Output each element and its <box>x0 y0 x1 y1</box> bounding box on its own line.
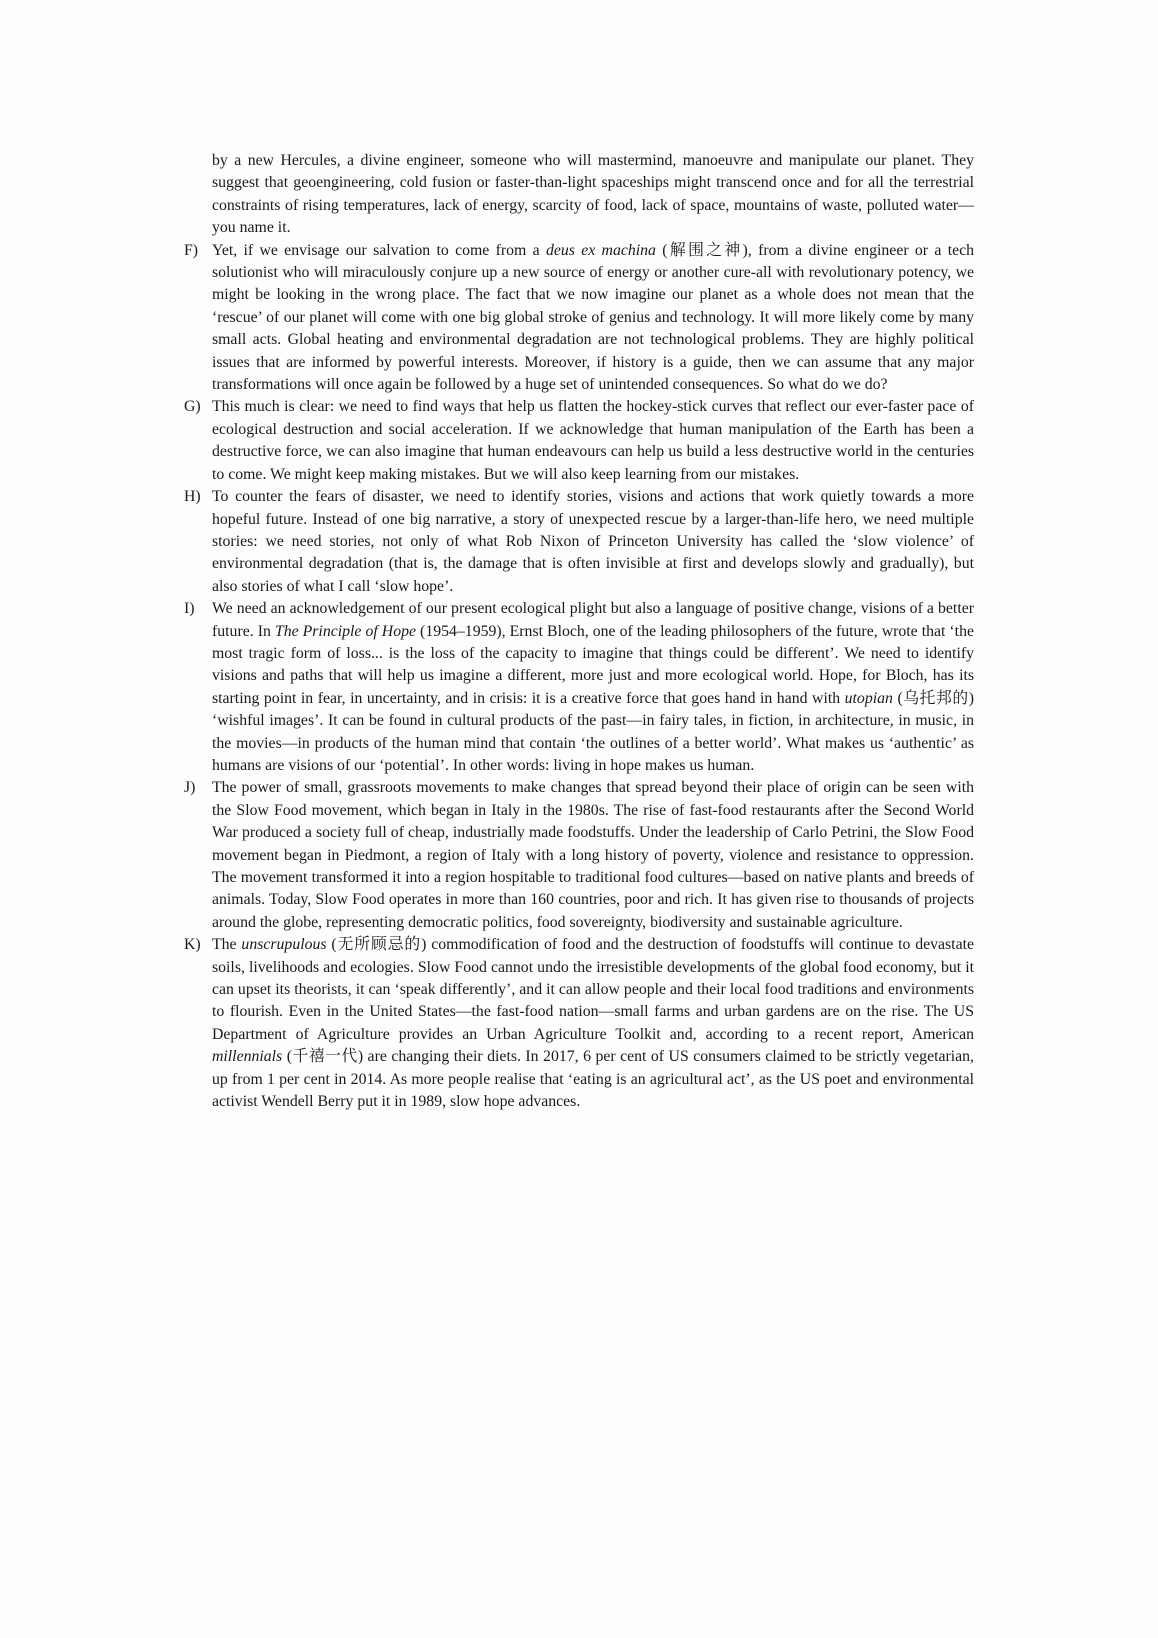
text-segment: To counter the fears of disaster, we need to identify stories, visions and actions that work quietly towards a more hopeful future. Instead of one big narrative, a story of unexpected rescue by a larger-than-life hero, we need multiple stories: we need stories, not only of what Rob Nixon of Princeton University has called the ‘slow violence’ of environmental degradation (that is, the damage that is often invisible at first and develops slowly and gradually), but also stories of what I call ‘slow hope’. <box>212 488 974 595</box>
paragraph-k <box>184 934 974 1113</box>
italic-term: millennials <box>212 1048 283 1066</box>
italic-book-title: The Principle of Hope <box>274 622 417 640</box>
paragraph-body <box>212 242 974 393</box>
text-segment: Yet, if we envisage our salvation to come from a <box>212 241 546 259</box>
italic-term: unscrupulous <box>241 936 327 954</box>
paragraph-body <box>212 398 974 482</box>
text-segment: (解围之神), from a divine engineer or a tech solutionist who will miraculously conjure up a new source of energy or another cure-all with revolutionary potency, we might be looking in the wrong place. The fact that we now imagine our planet as a whole does not mean that the ‘rescue’ of our planet will come with one big global stroke of genius and technology. It will more likely come by many small acts. Global heating and environmental degradation are not technological problems. They are highly political issues that are informed by powerful interests. Moreover, if history is a guide, then we can assume that any major transformations will once again be followed by a huge set of unintended consequences. So what do we do? <box>212 241 975 394</box>
text-segment: (1954–1959), Ernst Bloch, one of the leading philosophers of the future, wrote that ‘the most tragic form of loss... is the loss of the capacity to imagine that things could be different’. We need to identify visions and paths that will help us imagine a different, more just and more ecological world. Hope, for Bloch, has its starting point in fear, in uncertainty, and in crisis: it is a creative force that goes hand in hand with <box>212 622 974 707</box>
paragraph-body <box>212 600 974 774</box>
text-segment: (千禧一代) are changing their diets. In 2017, 6 per cent of US consumers claimed to be strictly vegetarian, up from 1 per cent in 2014. As more people realise that ‘eating is an agricultural act’, as the US poet and environmental activist Wendell Berry put it in 1989, slow hope advances. <box>212 1048 974 1111</box>
text-segment: The power of small, grassroots movements to make changes that spread beyond their place of origin can be seen with the Slow Food movement, which began in Italy in the 1980s. The rise of fast-food restaurants after the Second World War produced a society full of cheap, industrially made foodstuffs. Under the leadership of Carlo Petrini, the Slow Food movement began in Piedmont, a region of Italy with a long history of poverty, violence and resistance to oppression. The movement transformed it into a region hospitable to traditional food cultures—based on native plants and breeds of animals. Today, Slow Food operates in more than 160 countries, poor and rich. It has given rise to thousands of projects around the globe, representing democratic politics, food sovereignty, biodiversity and sustainable agriculture. <box>212 779 974 931</box>
text-segment: We need an acknowledgement of our present ecological plight but also a language of positive change, visions of a better future. In <box>212 600 974 640</box>
paragraph-body <box>212 152 974 236</box>
italic-term: deus ex machina <box>545 241 656 259</box>
paragraph-letter: J) <box>184 779 196 797</box>
paragraph-continuation <box>184 150 974 240</box>
article-text <box>184 150 974 1113</box>
text-segment: by a new Hercules, a divine engineer, someone who will mastermind, manoeuvre and manipulate our planet. They suggest that geoengineering, cold fusion or faster-than-light spaceships might transcend once and for all the terrestrial constraints of rising temperatures, lack of energy, scarcity of food, lack of space, mountains of waste, polluted water—you name it. <box>212 152 974 237</box>
paragraph-h <box>184 486 974 598</box>
paragraph-letter: I) <box>184 600 195 618</box>
text-segment: (乌托邦的) ‘wishful images’. It can be found in cultural products of the past—in fairy tales, in fiction, in architecture, in music, in the movies—in products of the human mind that contain ‘the outlines of a better world’. What makes us ‘authentic’ as humans are visions of our ‘potential’. In other words: living in hope makes us human. <box>212 689 974 774</box>
paragraph-body <box>212 779 974 930</box>
paragraph-j <box>184 777 974 934</box>
paragraph-body <box>212 936 974 1110</box>
paragraph-g <box>184 396 974 486</box>
paragraph-letter: H) <box>184 488 201 506</box>
text-segment: This much is clear: we need to find ways that help us flatten the hockey-stick curves that reflect our ever-faster pace of ecological destruction and social acceleration. If we acknowledge that human manipulation of the Earth has been a destructive force, we can also imagine that human endeavours can help us build a less destructive world in the centuries to come. We might keep making mistakes. But we will also keep learning from our mistakes. <box>212 398 974 483</box>
paragraph-letter: K) <box>184 936 201 954</box>
text-segment: The <box>212 936 242 954</box>
paragraph-body <box>212 488 974 595</box>
italic-term: utopian <box>844 689 893 707</box>
text-segment: (无所顾忌的) commodification of food and the destruction of foodstuffs will continue to devastate soils, livelihoods and ecologies. Slow Food cannot undo the irresistible developments of the global food economy, but it can upset its theorists, it can ‘speak differently’, and it can allow people and their local food traditions and environments to flourish. Even in the United States—the fast-food nation—small farms and urban gardens are on the rise. The US Department of Agriculture provides an Urban Agriculture Toolkit and, according to a recent report, American <box>212 936 974 1043</box>
paragraph-i <box>184 598 974 777</box>
paragraph-letter: F) <box>184 241 199 259</box>
paragraph-letter: G) <box>184 398 201 416</box>
paragraph-f <box>184 240 974 397</box>
